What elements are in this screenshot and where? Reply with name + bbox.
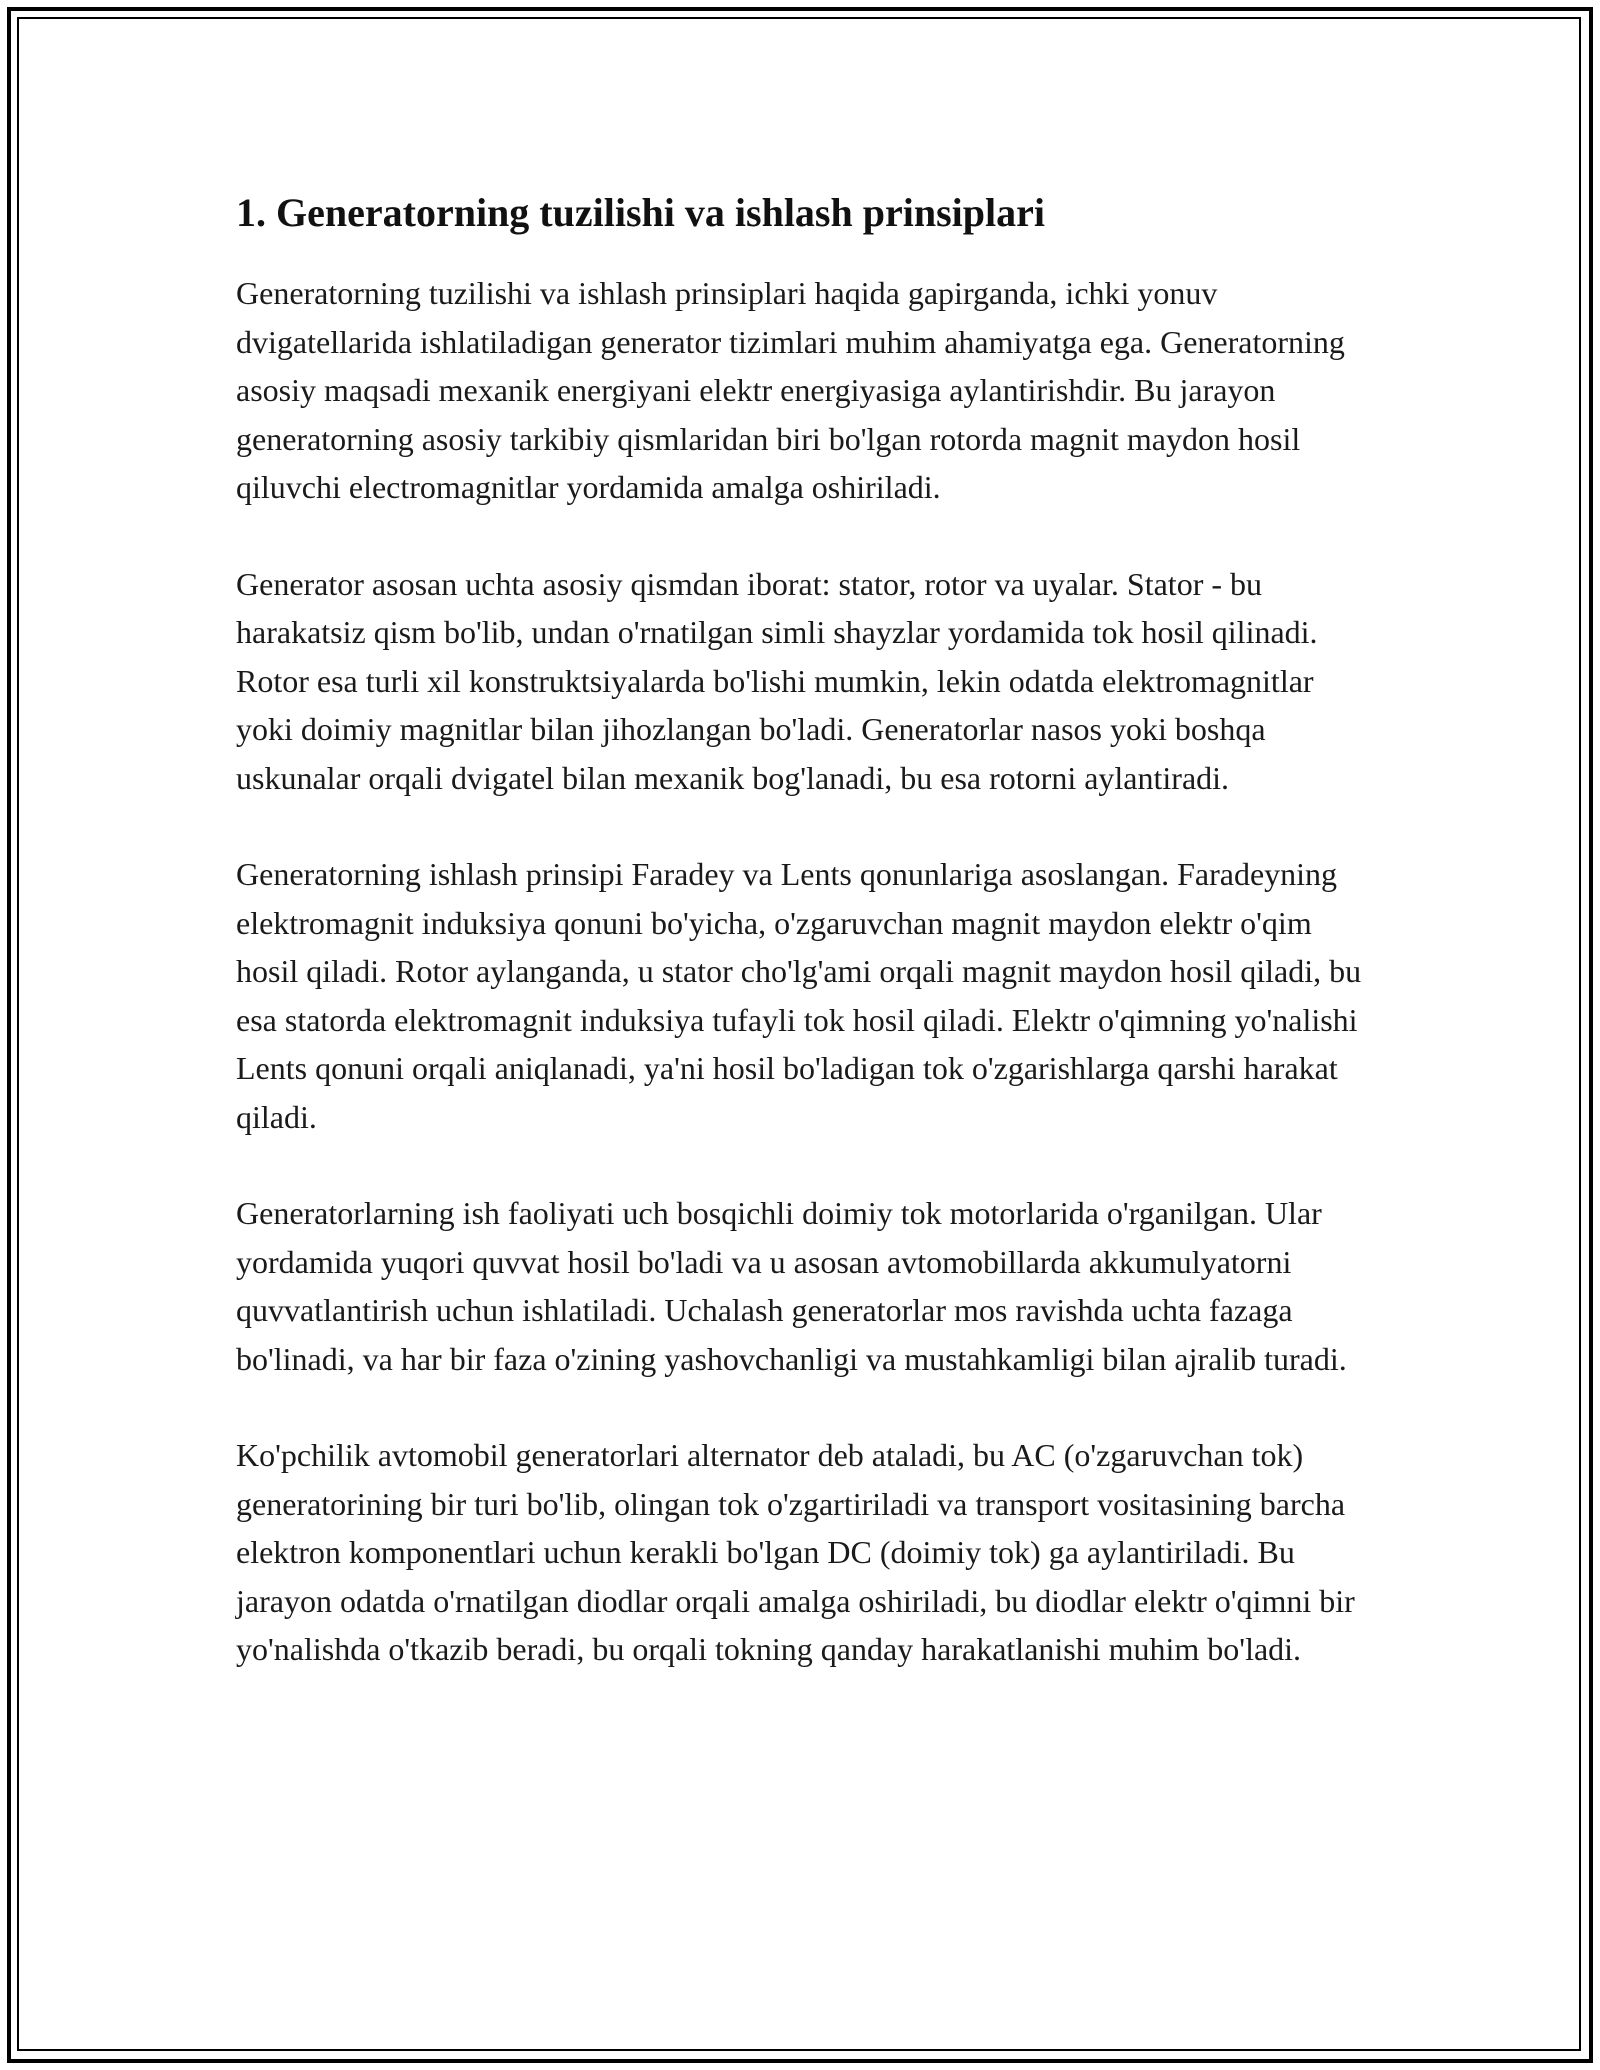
document-body [236, 183, 1366, 1722]
paragraph-4: Generatorlarning ish faoliyati uch bosqichli doimiy tok motorlarida o'rganilgan. Ular yordamida yuqori quvvat hosil bo'ladi va u asosan avtomobillarda akkumulyatorni quvvatlantirish uchun ishlatiladi. Uchalash generatorlar mos ravishda uchta fazaga bo'linadi, va har bir faza o'zining yashovchanligi va mustahkamligi bilan ajralib turadi. [236, 1195, 1347, 1377]
paragraph-1: Generatorning tuzilishi va ishlash prinsiplari haqida gapirganda, ichki yonuv dvigatellarida ishlatiladigan generator tizimlari muhim ahamiyatga ega. Generatorning asosiy maqsadi mexanik energiyani elektr energiyasiga aylantirishdir. Bu jarayon generatorning asosiy tarkibiy qismlaridan biri bo'lgan rotorda magnit maydon hosil qiluvchi electromagnitlar yordamida amalga oshiriladi. [236, 275, 1345, 505]
section-heading: 1. Generatorning tuzilishi va ishlash prinsiplari [236, 190, 1046, 235]
paragraph-3: Generatorning ishlash prinsipi Faradey va Lents qonunlariga asoslangan. Faradeyning elektromagnit induksiya qonuni bo'yicha, o'zgaruvchan magnit maydon elektr o'qim hosil qiladi. Rotor aylanganda, u stator cho'lg'ami orqali magnit maydon hosil qiladi, bu esa statorda elektromagnit induksiya tufayli tok hosil qiladi. Elektr o'qimning yo'nalishi Lents qonuni orqali aniqlanadi, ya'ni hosil bo'ladigan tok o'zgarishlarga qarshi harakat qiladi. [236, 856, 1362, 1135]
paragraph-5: Ko'pchilik avtomobil generatorlari alternator deb ataladi, bu AC (o'zgaruvchan tok) generatorining bir turi bo'lib, olingan tok o'zgartiriladi va transport vositasining barcha elektron komponentlari uchun kerakli bo'lgan DC (doimiy tok) ga aylantiriladi. Bu jarayon odatda o'rnatilgan diodlar orqali amalga oshiriladi, bu diodlar elektr o'qimni bir yo'nalishda o'tkazib beradi, bu orqali tokning qanday harakatlanishi muhim bo'ladi. [236, 1437, 1355, 1667]
paragraph-2: Generator asosan uchta asosiy qismdan iborat: stator, rotor va uyalar. Stator - bu harakatsiz qism bo'lib, undan o'rnatilgan simli shayzlar yordamida tok hosil qilinadi. Rotor esa turli xil konstruktsiyalarda bo'lishi mumkin, lekin odatda elektromagnitlar yoki doimiy magnitlar bilan jihozlangan bo'ladi. Generatorlar nasos yoki boshqa uskunalar orqali dvigatel bilan mexanik bog'lanadi, bu esa rotorni aylantiradi. [236, 565, 1318, 796]
